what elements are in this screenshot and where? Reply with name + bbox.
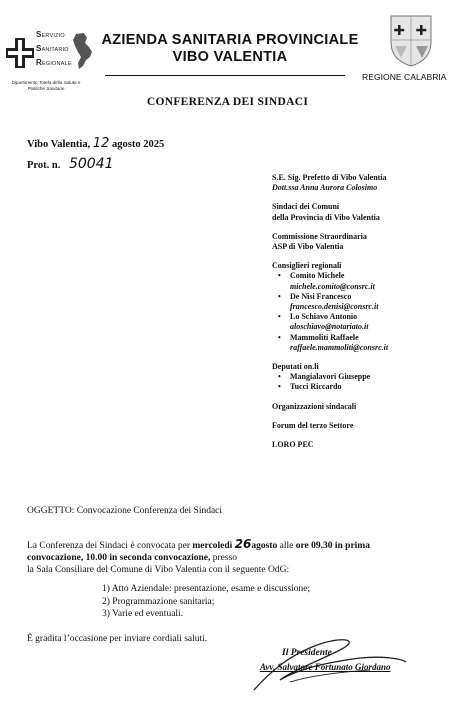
agenda-item: 1) Atto Aziendale: presentazione, esame e discussione; [102, 584, 311, 594]
recipient-group-title: Consiglieri regionali [272, 261, 342, 271]
recipient-prefect [272, 173, 452, 193]
body-text: alle [277, 541, 296, 551]
subject-line: OGGETTO: Convocazione Conferenza dei Sindaci [27, 506, 223, 516]
header-divider [105, 75, 345, 76]
region-label: REGIONE CALABRIA [362, 72, 447, 82]
list-item [284, 312, 452, 332]
agency-name [100, 32, 360, 66]
logo-letter: S [36, 30, 42, 39]
list-item [284, 292, 452, 312]
handwritten-meeting-day: 26 [234, 537, 252, 551]
recipient-commission [272, 232, 452, 252]
councillor-email: francesco.denisi@consrc.it [290, 302, 379, 312]
councillor-name: Comito Michele [290, 271, 345, 281]
logo-letter: S [36, 44, 42, 53]
ssr-logo [6, 30, 98, 80]
agenda-item: 3) Varie ed eventuali. [102, 609, 184, 619]
councillor-email: aloschiavo@notariato.it [290, 322, 369, 332]
body-paragraph [27, 538, 422, 576]
body-bold: agosto [251, 541, 278, 551]
agenda-item: 2) Programmazione sanitaria; [102, 596, 215, 607]
recipient-group-title: Deputati on.li [272, 362, 319, 372]
recipient-councillors [272, 261, 452, 353]
recipient-line: ASP di Vibo Valentia [272, 242, 344, 252]
logo-tagline: Dipartimento Tutela della Salute e Politiche Sanitarie [11, 80, 81, 91]
place-date [27, 136, 164, 151]
recipient-unions: Organizzazioni sindacali [272, 401, 357, 411]
councillor-name: De Nisi Francesco [290, 291, 352, 301]
recipient-line: Commissione Straordinaria [272, 231, 367, 241]
handwritten-protocol-number: 50041 [68, 156, 114, 172]
recipient-line: Sindaci dei Comuni [272, 202, 340, 212]
logo-letter: R [36, 58, 42, 67]
agency-name-line1: AZIENDA SANITARIA PROVINCIALE [101, 32, 359, 48]
month-year: agosto 2025 [112, 139, 165, 150]
body-text: presso [210, 553, 238, 563]
recipients-block [272, 173, 452, 459]
councillor-email: raffaele.mammoliti@consrc.it [290, 342, 389, 352]
logo-word: ERVIZIO [41, 33, 65, 39]
protocol-number [27, 156, 114, 172]
signature-name: Avv. Salvatore Fortunato Giordano [260, 662, 391, 672]
recipient-pec: LORO PEC [272, 440, 314, 450]
councillor-name: Mammoliti Raffaele [290, 332, 359, 342]
body-bold: mercoledì [192, 541, 235, 551]
signature-title: Il Presidente [282, 648, 332, 658]
recipient-mayors [272, 202, 452, 222]
agenda-list [102, 583, 310, 621]
medical-cross-icon [6, 38, 34, 68]
body-text: La Conferenza dei Sindaci è convocata per [27, 541, 193, 551]
list-item [284, 333, 452, 353]
recipient-line: della Provincia di Vibo Valentia [272, 212, 380, 222]
agency-name-line2: VIBO VALENTIA [172, 49, 288, 65]
protocol-label: Prot. n. [27, 160, 61, 171]
recipient-line: S.E. Sig. Prefetto di Vibo Valentia [272, 173, 387, 182]
closing-line: È gradita l’occasione per inviare cordiali saluti. [27, 634, 208, 644]
logo-word: ANITARIO [41, 47, 69, 53]
body-bold: ore 09.30 in prima convocazione, 10.00 in seconda convocazione, [27, 541, 370, 563]
recipient-deputies [272, 362, 452, 393]
recipient-third-sector: Forum del terzo Settore [272, 420, 354, 430]
logo-word: EGIONALE [41, 61, 72, 67]
recipient-line: Dott.ssa Anna Aurora Colosimo [272, 183, 378, 193]
councillor-name: Lo Schiavo Antonio [290, 312, 358, 322]
list-item: • Mangialavori Giuseppe [284, 372, 452, 382]
regione-calabria-emblem-icon [386, 12, 436, 68]
handwritten-day: 12 [92, 136, 110, 151]
councillor-email: michele.comito@consrc.it [290, 281, 375, 291]
list-item [284, 271, 452, 291]
conference-heading: CONFERENZA DEI SINDACI [146, 96, 309, 108]
calabria-map-icon [70, 32, 96, 70]
body-text: la Sala Consiliare del Comune di Vibo Valentia con il seguente OdG: [27, 565, 290, 575]
list-item: • Tucci Riccardo [284, 382, 452, 392]
place: Vibo Valentia, [27, 139, 91, 150]
